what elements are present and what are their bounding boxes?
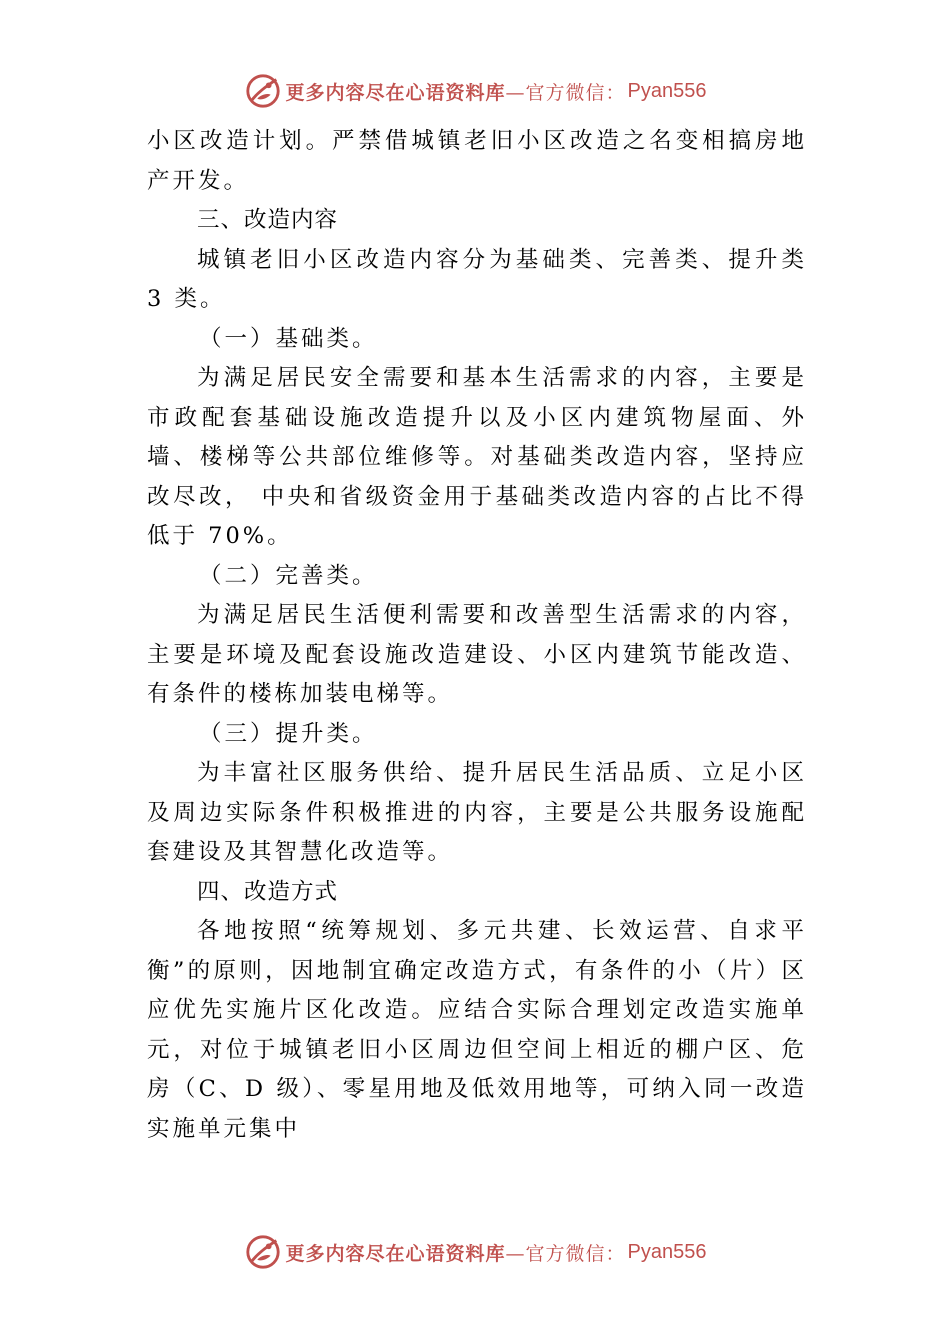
subheading-upgrade: （三）提升类。 bbox=[199, 720, 378, 747]
header-account: Pyan556 bbox=[627, 79, 707, 102]
footer-brand-text: 更多内容尽在心语资料库 bbox=[285, 1242, 506, 1265]
paragraph-basic: 为满足居民安全需要和基本生活需求的内容，主要是市政配套基础设施改造提升以及小区内建筑物屋面、外墙、楼梯等公共部位维修等。对基础类改造内容，坚持应改尽改， 中央和省级资金用于基础类改造内容的占比不得低于 70%。 bbox=[147, 365, 807, 549]
section-heading-three: 三、改造内容 bbox=[197, 207, 339, 233]
brush-logo-icon bbox=[244, 72, 282, 110]
paragraph-upgrade: 为丰富社区服务供给、提升居民生活品质、立足小区及周边实际条件积极推进的内容，主要是公共服务设施配套建设及其智慧化改造等。 bbox=[147, 760, 807, 865]
paragraph-continuation: 小区改造计划。严禁借城镇老旧小区改造之名变相搞房地产开发。 bbox=[147, 128, 807, 194]
paragraph-method: 各地按照“统筹规划、多元共建、长效运营、自求平衡”的原则，因地制宜确定改造方式，有条件的小（片）区应优先实施片区化改造。应结合实际合理划定改造实施单元，对位于城镇老旧小区周边但空间上相近的棚户区、危房（C、D 级）、零星用地及低效用地等，可纳入同一改造实施单元集中 bbox=[147, 918, 807, 1142]
paragraph-improve: 为满足居民生活便利需要和改善型生活需求的内容，主要是环境及配套设施改造建设、小区内建筑节能改造、有条件的楼栋加装电梯等。 bbox=[147, 602, 807, 707]
header-brand-text: 更多内容尽在心语资料库 bbox=[285, 81, 506, 104]
header-banner bbox=[0, 68, 950, 114]
footer-account: Pyan556 bbox=[627, 1240, 707, 1263]
subheading-basic: （一）基础类。 bbox=[199, 325, 378, 352]
footer-separator-text: —官方微信： bbox=[505, 1242, 626, 1265]
footer-banner bbox=[0, 1229, 950, 1275]
document-body bbox=[147, 122, 807, 1149]
subheading-improve: （二）完善类。 bbox=[199, 562, 378, 589]
header-separator-text: —官方微信： bbox=[505, 81, 626, 104]
brush-logo-icon bbox=[244, 1233, 282, 1271]
paragraph-categories: 城镇老旧小区改造内容分为基础类、完善类、提升类 3 类。 bbox=[147, 246, 807, 312]
section-heading-four: 四、改造方式 bbox=[197, 878, 339, 905]
